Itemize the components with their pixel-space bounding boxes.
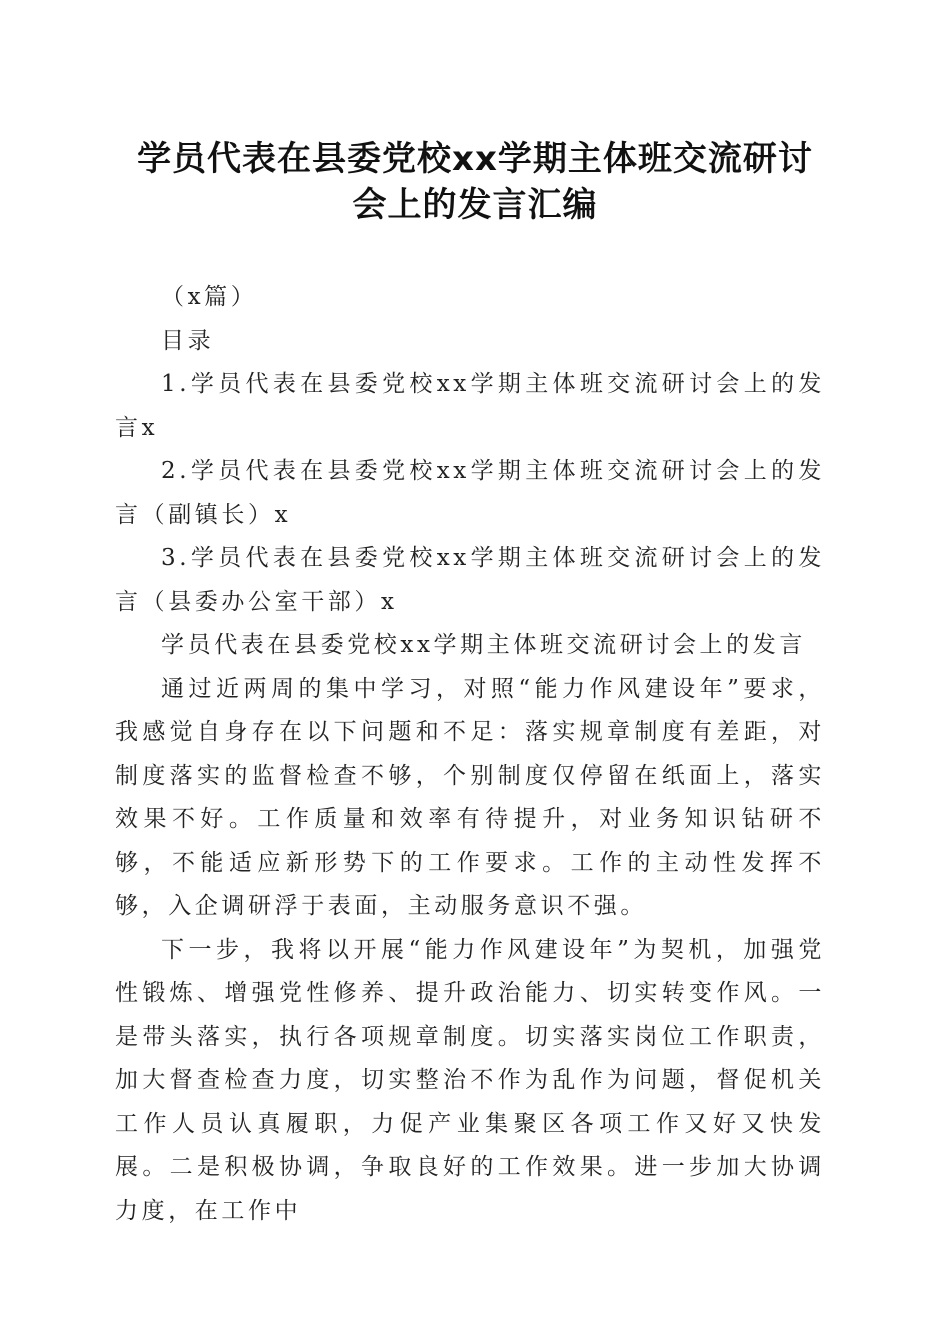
toc-item-2: 2.学员代表在县委党校xx学期主体班交流研讨会上的发言（副镇长）x xyxy=(115,458,825,528)
document-body xyxy=(115,276,825,1233)
toc-heading: 目录 xyxy=(161,327,215,354)
body-paragraph-1: 通过近两周的集中学习，对照“能力作风建设年”要求，我感觉自身存在以下问题和不足：落实规章制度有差距，对制度落实的监督检查不够，个别制度仅停留在纸面上，落实效果不好。工作质量和效率有待提升，对业务知识钻研不够，不能适应新形势下的工作要求。工作的主动性发挥不够，入企调研浮于表面，主动服务意识不强。 xyxy=(115,675,825,919)
toc-item-3: 3.学员代表在县委党校xx学期主体班交流研讨会上的发言（县委办公室干部）x xyxy=(115,545,825,615)
toc-item-1: 1.学员代表在县委党校xx学期主体班交流研讨会上的发言x xyxy=(115,371,825,441)
title-line-1: 学员代表在县委党校xx学期主体班交流研讨 xyxy=(137,139,813,179)
title-line-2: 会上的发言汇编 xyxy=(352,185,598,225)
document-title xyxy=(120,136,830,228)
section-heading: 学员代表在县委党校xx学期主体班交流研讨会上的发言 xyxy=(161,632,806,658)
body-paragraph-2: 下一步，我将以开展“能力作风建设年”为契机，加强党性锻炼、增强党性修养、提升政治能力、切实转变作风。一是带头落实，执行各项规章制度。切实落实岗位工作职责，加大督查检查力度，切实整治不作为乱作为问题，督促机关工作人员认真履职，力促产业集聚区各项工作又好又快发展。二是积极协调，争取良好的工作效果。进一步加大协调力度，在工作中 xyxy=(115,936,825,1224)
count-note: （x篇） xyxy=(161,284,258,310)
